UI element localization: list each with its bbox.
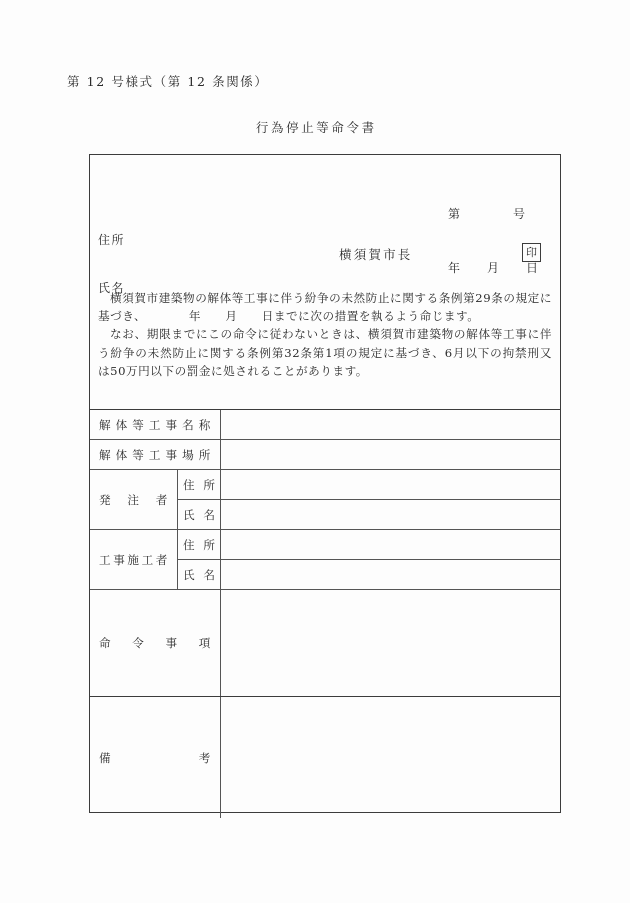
seal-stamp-box: 印 <box>522 243 541 262</box>
form-number: 第 12 号様式（第 12 条関係） <box>67 74 269 89</box>
table-row-work-name <box>90 410 560 440</box>
table-row-remarks <box>90 697 560 818</box>
orderer-name-label-text: 氏名 <box>183 507 215 522</box>
contractor-address-label-text: 住所 <box>183 537 215 552</box>
document-date-line: 年 月 日 <box>447 261 539 275</box>
contractor-label <box>90 530 178 589</box>
remarks-field[interactable] <box>221 697 560 818</box>
work-place-label <box>90 440 221 469</box>
table-row-orderer <box>90 470 560 530</box>
notice-section <box>90 155 560 409</box>
orderer-detail-group <box>178 470 560 529</box>
table-row-order-items <box>90 590 560 697</box>
document-title: 行為停止等命令書 <box>255 120 377 135</box>
orderer-address-field[interactable] <box>221 470 560 499</box>
contractor-label-text: 工事施工者 <box>99 552 168 567</box>
notice-body <box>98 289 552 380</box>
remarks-label-text: 備考 <box>99 750 211 765</box>
table-row-work-place <box>90 440 560 470</box>
work-name-label-text: 解体等工事名称 <box>99 417 211 432</box>
contractor-name-label <box>178 560 221 589</box>
contractor-address-field[interactable] <box>221 530 560 559</box>
orderer-label-text: 発注者 <box>99 492 168 507</box>
contractor-detail-group <box>178 530 560 589</box>
contractor-address-row <box>178 530 560 560</box>
remarks-label <box>90 697 221 818</box>
work-name-label <box>90 410 221 439</box>
table-row-contractor <box>90 530 560 590</box>
addressee-address-label: 住所 <box>98 233 126 247</box>
notice-paragraph-2: なお、期限までにこの命令に従わないときは、横須賀市建築物の解体等工事に伴う紛争の未然防止に関する条例第32条第1項の規定に基づき、6月以下の拘禁刑又は50万円以下の罰金に処されることがあります。 <box>98 327 552 378</box>
contractor-name-label-text: 氏名 <box>183 567 215 582</box>
work-place-field[interactable] <box>221 440 560 469</box>
orderer-address-label-text: 住所 <box>183 477 215 492</box>
contractor-name-row <box>178 560 560 589</box>
order-items-label-text: 命令事項 <box>99 636 211 650</box>
form-outer-frame <box>89 154 561 813</box>
orderer-label <box>90 470 178 529</box>
work-name-field[interactable] <box>221 410 560 439</box>
form-table <box>90 409 560 812</box>
addressee-name-label: 氏名 <box>98 281 126 295</box>
issuer-row <box>90 243 560 267</box>
work-place-label-text: 解体等工事場所 <box>99 447 211 462</box>
notice-paragraph-1: 横須賀市建築物の解体等工事に伴う紛争の未然防止に関する条例第29条の規定に基づき、 年 月 日までに次の措置を執るよう命じます。 <box>98 291 552 324</box>
document-number-line: 第 号 <box>447 207 526 221</box>
orderer-name-row <box>178 500 560 529</box>
contractor-address-label <box>178 530 221 559</box>
orderer-address-row <box>178 470 560 500</box>
orderer-address-label <box>178 470 221 499</box>
issuer-name: 横須賀市長 <box>339 247 413 262</box>
order-items-field[interactable] <box>221 590 560 696</box>
orderer-name-field[interactable] <box>221 500 560 529</box>
contractor-name-field[interactable] <box>221 560 560 589</box>
order-items-label <box>90 590 221 696</box>
orderer-name-label <box>178 500 221 529</box>
